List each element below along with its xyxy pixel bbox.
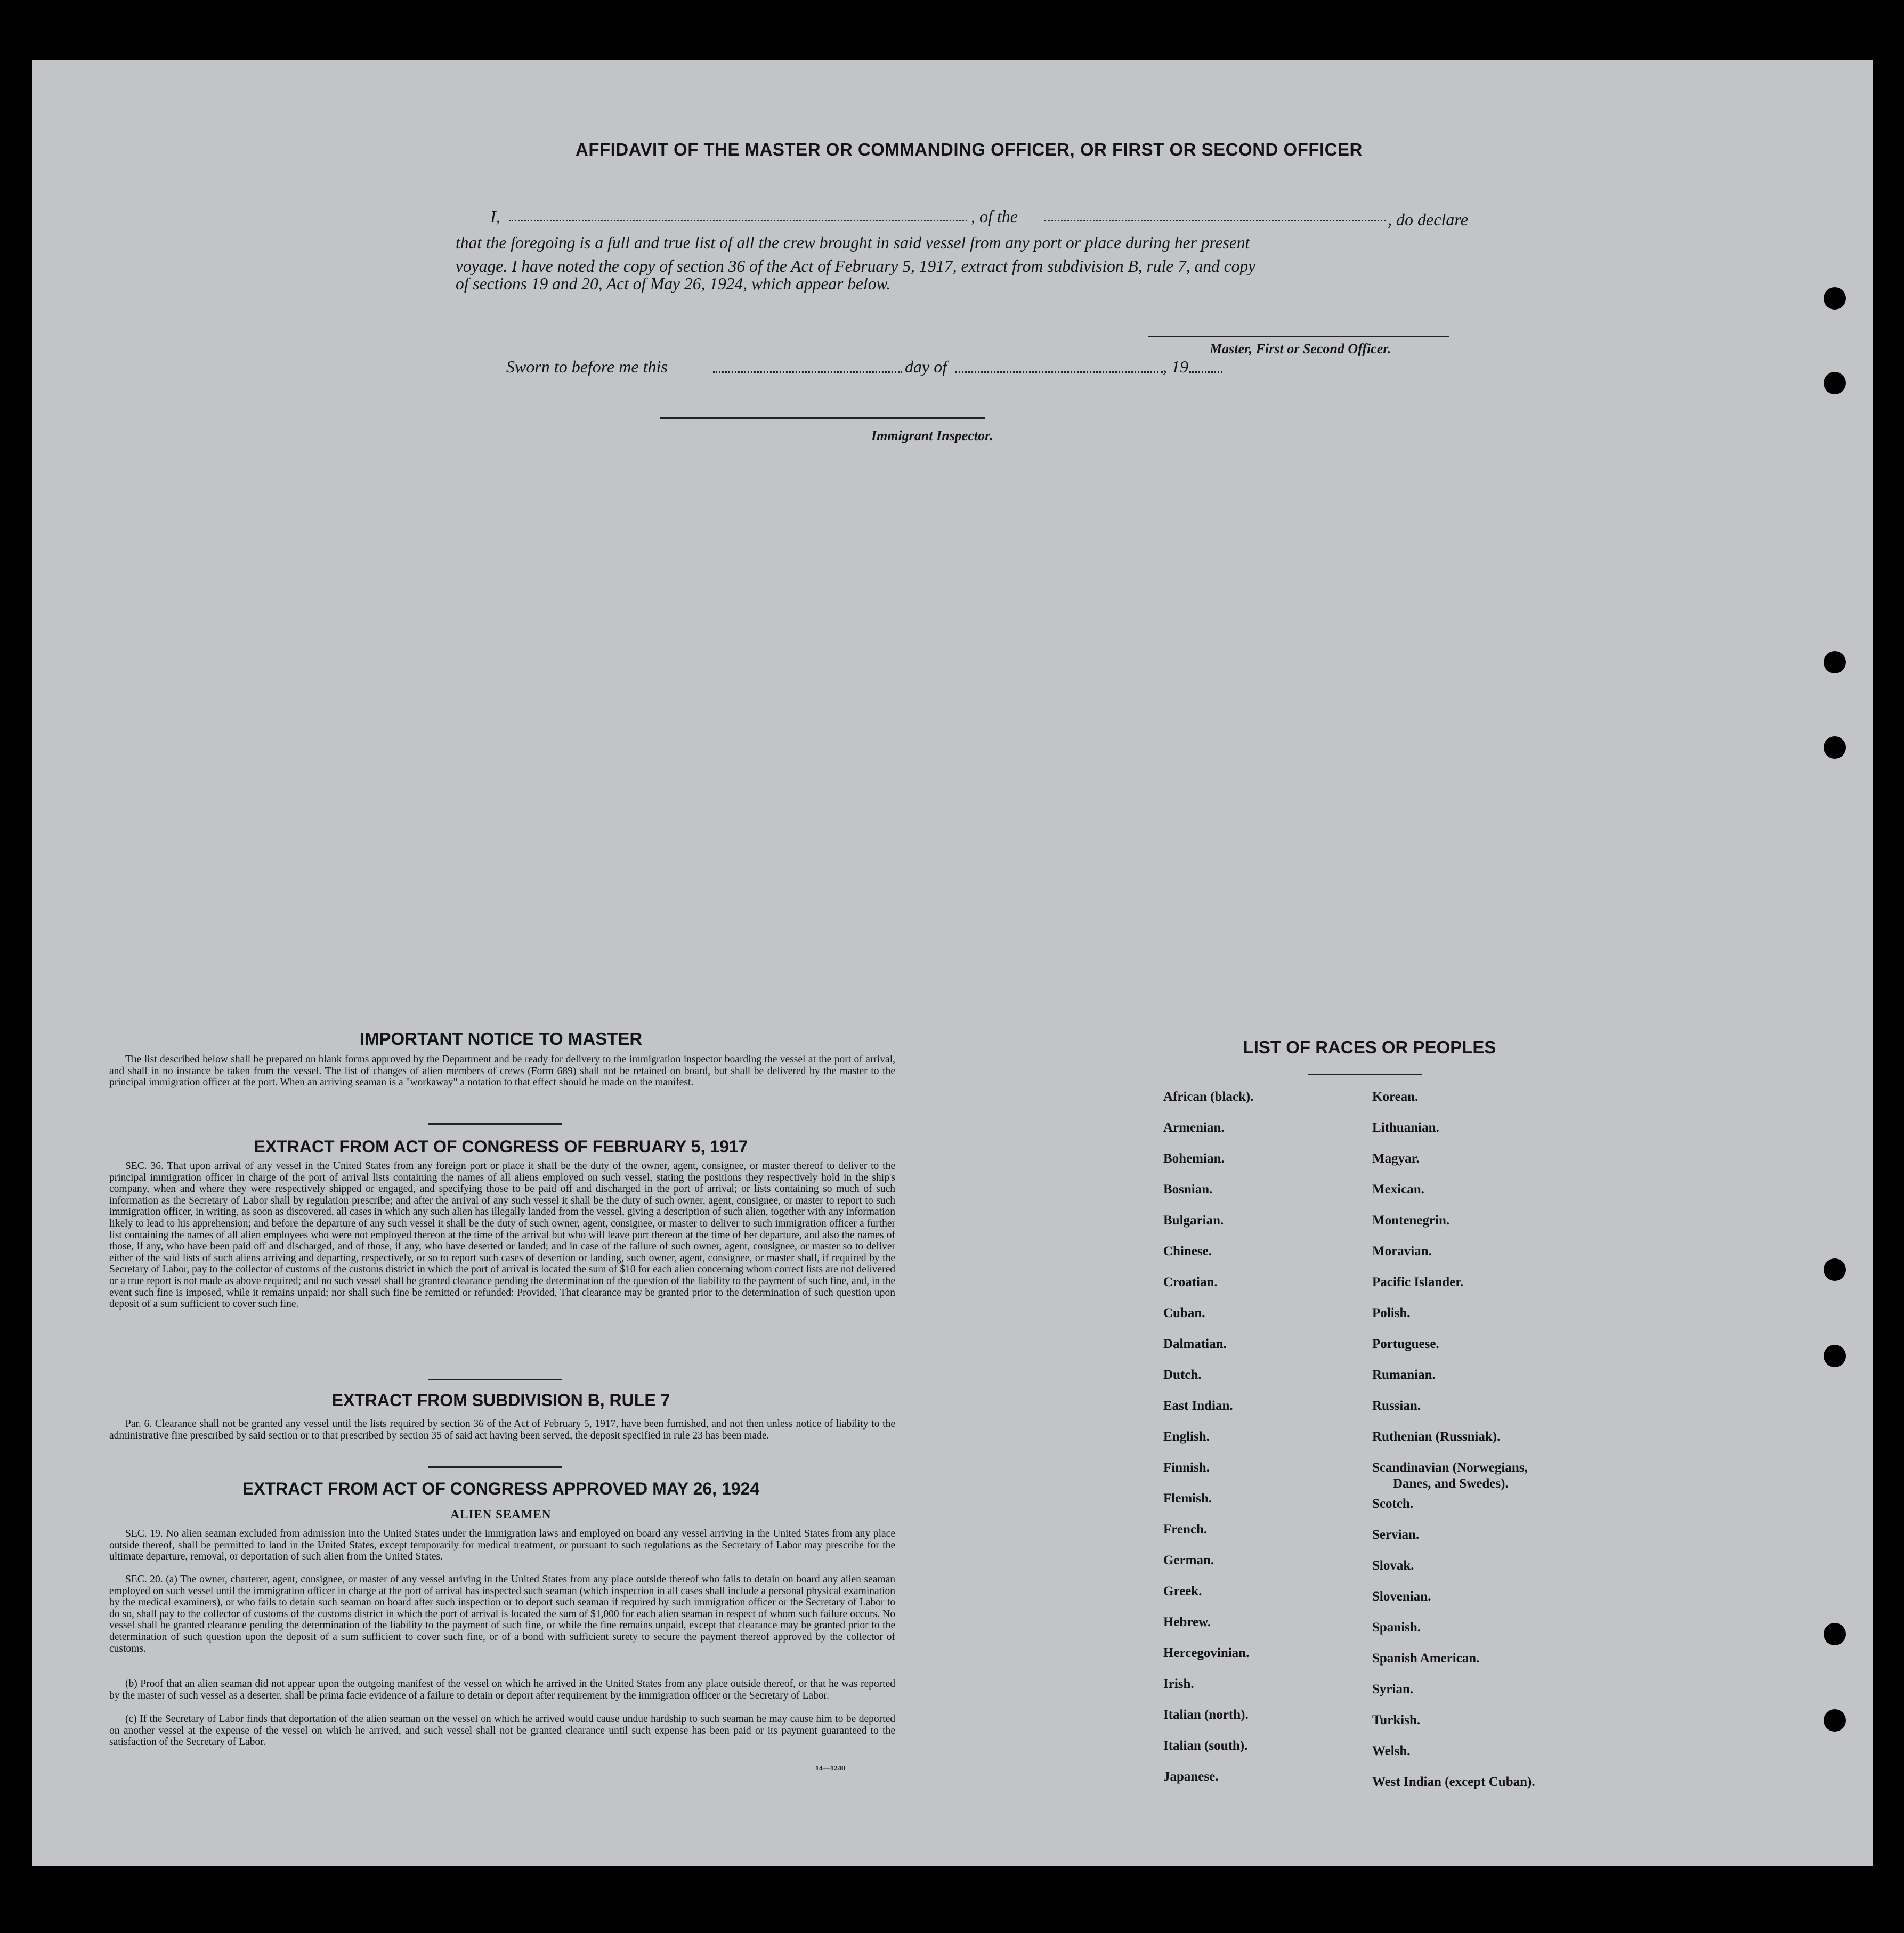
race-item: Spanish.	[1372, 1620, 1421, 1635]
rule7-text: Par. 6. Clearance shall not be granted any vessel until the lists required by section 36 of the Act of February 5, 1917, have been furnished, and not then unless notice of liability to the administrative fine prescribed by said section or to that prescribed by section 35 of said act having been served, the deposit specified in rule 23 has been made.	[109, 1418, 895, 1441]
race-item: Croatian.	[1163, 1275, 1218, 1289]
notice-title: IMPORTANT NOTICE TO MASTER	[359, 1029, 643, 1049]
sec20b-text: (b) Proof that an alien seaman did not appear upon the outgoing manifest of the vessel on which he arrived in the United States from any place outside thereof, or that he was reported by the master of such vessel as a deserter, shall be prima facie evidence of a failure to detain or deport after requirement by the immigration officer or the Secretary of Labor.	[109, 1678, 895, 1701]
sworn-year-blank[interactable]	[1189, 371, 1222, 373]
race-item: West Indian (except Cuban).	[1372, 1775, 1535, 1789]
race-item: Montenegrin.	[1372, 1213, 1450, 1228]
race-item: Scotch.	[1372, 1497, 1414, 1511]
punch-hole	[1824, 1258, 1846, 1281]
sec20c-text: (c) If the Secretary of Labor finds that deportation of the alien seaman on the vessel on which he arrived would cause undue hardship to such seaman he may cause him to be deported on another vessel at the expense of the vessel on which he arrived, and such vessel shall not be granted clearance until such expense has been paid or its payment guaranteed to the satisfaction of the Secretary of Labor.	[109, 1713, 895, 1748]
year-label: , 19	[1163, 357, 1188, 376]
race-item: Flemish.	[1163, 1491, 1212, 1506]
notice-text: The list described below shall be prepared on blank forms approved by the Department and be ready for delivery to the immigration inspector boarding the vessel at the port of arrival, and shall in no instance be taken from the vessel. The list of changes of alien members of crews (Form 689) shall not be retained on board, but shall be delivered by the master to the principal immigration officer at the port. When an arriving seaman is a "workaway" a notation to that effect should be made on the manifest.	[109, 1054, 895, 1089]
race-item: Dutch.	[1163, 1368, 1202, 1382]
name-blank[interactable]	[509, 220, 967, 221]
race-item: Turkish.	[1372, 1713, 1421, 1727]
day-of-label: day of	[905, 357, 947, 376]
race-item: Scandinavian (Norwegians,	[1372, 1460, 1528, 1475]
punch-hole	[1824, 1709, 1846, 1732]
extract-1917-title: EXTRACT FROM ACT OF CONGRESS OF FEBRUARY 5, 1917	[254, 1137, 748, 1156]
race-item: Pacific Islander.	[1372, 1275, 1464, 1289]
punch-hole	[1824, 1623, 1846, 1645]
race-item: Cuban.	[1163, 1306, 1205, 1320]
race-item: French.	[1163, 1522, 1208, 1537]
race-item: Lithuanian.	[1372, 1120, 1439, 1135]
master-signature-line[interactable]	[1148, 336, 1449, 337]
race-item: Rumanian.	[1372, 1368, 1436, 1382]
race-item: Irish.	[1163, 1677, 1194, 1691]
affidavit-of-the: , of the	[971, 207, 1018, 226]
race-item: Finnish.	[1163, 1460, 1210, 1475]
race-item: Italian (north).	[1163, 1708, 1249, 1722]
races-title: LIST OF RACES OR PEOPLES	[1243, 1037, 1496, 1057]
race-item: Ruthenian (Russniak).	[1372, 1430, 1501, 1444]
race-item: English.	[1163, 1430, 1210, 1444]
separator	[428, 1466, 562, 1468]
sec19-text: SEC. 19. No alien seaman excluded from admission into the United States under the immigration laws and employed on board any vessel arriving in the United States from any place outside thereof, shall be permitted to land in the United States, except temporarily for medical treatment, or pursuant to such regulations as the Secretary of Labor may prescribe for the ultimate departure, removal, or deportation of such alien from the United States.	[109, 1528, 895, 1563]
extract-1917-text: SEC. 36. That upon arrival of any vessel in the United States from any foreign port or place it shall be the duty of the owner, agent, consignee, or master thereof to deliver to the principal immigration officer in charge of the port of arrival lists containing the names of all aliens employed on such vessel, stating the positions they respectively hold in the ship's company, when and where they were respectively shipped or engaged, and specifying those to be paid off and discharged in the port of arrival; or lists containing so much of such information as the Secretary of Labor shall by regulation prescribe; and after the arrival of any such vessel it shall be the duty of such owner, agent, consignee, or master to report to such immigration officer, in writing, as soon as discovered, all cases in which any such alien has illegally landed from the vessel, giving a description of such alien, together with any information likely to lead to his apprehension; and before the departure of any such vessel it shall be the duty of such owner, agent, consignee, or master to deliver to such immigration officer a further list containing the names of all alien employees who were not employed thereon at the time of the arrival but who will leave port thereon at the time of her departure, and also the names of those, if any, who have been paid off and discharged, and of those, if any, who have deserted or landed; and in case of the failure of such owner, agent, consignee, or master so to deliver either of the said lists of such aliens arriving and departing, respectively, or so to report such cases of desertion or landing, such owner, agent, consignee, or master shall, if required by the Secretary of Labor, pay to the collector of customs of the customs district in which the port of arrival is located the sum of $10 for each alien concerning whom correct lists are not delivered or a true report is not made as above required; and no such vessel shall be granted clearance pending the determination of the question of the liability to the payment of such fine, and, in the event such fine is imposed, while it remains unpaid; nor shall such fine be remitted or refunded: Provided, That clearance may be granted prior to the determination of such question upon deposit of a sum sufficient to cover such fine.	[109, 1160, 895, 1310]
affidavit-title: AFFIDAVIT OF THE MASTER OR COMMANDING OFFICER, OR FIRST OR SECOND OFFICER	[576, 140, 1363, 159]
race-item: Syrian.	[1372, 1682, 1414, 1696]
punch-hole	[1824, 287, 1846, 310]
sworn-label: Sworn to before me this	[506, 357, 668, 376]
punch-hole	[1824, 736, 1846, 759]
affidavit-line-2: voyage. I have noted the copy of section 36 of the Act of February 5, 1917, extract from subdivision B, rule 7, and copy	[456, 257, 1256, 275]
race-item: Armenian.	[1163, 1120, 1225, 1135]
alien-seamen-subtitle: ALIEN SEAMEN	[450, 1508, 552, 1521]
form-number: 14—1240	[815, 1765, 845, 1773]
inspector-signature-line[interactable]	[660, 417, 985, 419]
race-item: Servian.	[1372, 1528, 1420, 1542]
race-item: Spanish American.	[1372, 1651, 1480, 1666]
inspector-signature-label: Immigrant Inspector.	[871, 428, 993, 443]
affidavit-line-1: that the foregoing is a full and true list of all the crew brought in said vessel from any port or place during her present	[456, 233, 1250, 252]
race-item: Mexican.	[1372, 1182, 1424, 1197]
master-signature-label: Master, First or Second Officer.	[1210, 341, 1391, 356]
affidavit-i-label: I,	[490, 207, 500, 226]
race-item: Portuguese.	[1372, 1337, 1439, 1351]
race-item: Korean.	[1372, 1090, 1419, 1104]
race-item: Russian.	[1372, 1399, 1421, 1413]
race-item: Hercegovinian.	[1163, 1646, 1250, 1660]
race-item: Greek.	[1163, 1584, 1202, 1598]
sec20a-text: SEC. 20. (a) The owner, charterer, agent, consignee, or master of any vessel arriving in the United States from any place outside thereof who fails to detain on board any alien seaman employed on such vessel until the immigration officer in charge at the port of arrival has inspected such seaman (which inspection in all cases shall include a personal physical examination by the medical examiners), or who fails to detain such seaman on board after such inspection or to deport such seaman if required by such immigration officer or the Secretary of Labor to do so, shall pay to the collector of customs of the customs district in which the port of arrival is located the sum of $1,000 for each alien seaman in respect of whom such failure occurs. No vessel shall be granted clearance pending the determination of the liability to the payment of such fine, or while the fine remains unpaid, except that clearance may be granted prior to the determination of such question upon the deposit of a sum sufficient to cover such fine, or of a bond with sufficient surety to secure the payment thereof approved by the collector of customs.	[109, 1574, 895, 1654]
race-item: German.	[1163, 1553, 1214, 1567]
race-item: Bulgarian.	[1163, 1213, 1224, 1228]
race-item: Moravian.	[1372, 1244, 1432, 1258]
sworn-month-blank[interactable]	[955, 371, 1163, 373]
separator	[1308, 1074, 1422, 1075]
affidavit-line-3: of sections 19 and 20, Act of May 26, 1924, which appear below.	[456, 274, 891, 293]
punch-hole	[1824, 651, 1846, 673]
race-item: African (black).	[1163, 1090, 1254, 1104]
separator	[428, 1379, 562, 1380]
vessel-blank[interactable]	[1044, 220, 1386, 221]
race-item: Danes, and Swedes).	[1393, 1476, 1509, 1491]
separator	[428, 1123, 562, 1125]
race-item: Chinese.	[1163, 1244, 1212, 1258]
punch-hole	[1824, 372, 1846, 394]
race-item: Dalmatian.	[1163, 1337, 1227, 1351]
race-item: Polish.	[1372, 1306, 1411, 1320]
race-item: Italian (south).	[1163, 1739, 1248, 1753]
rule7-title: EXTRACT FROM SUBDIVISION B, RULE 7	[331, 1391, 670, 1410]
affidavit-do-declare: , do declare	[1388, 210, 1468, 229]
race-item: Welsh.	[1372, 1744, 1411, 1758]
punch-hole	[1824, 1345, 1846, 1367]
race-item: Japanese.	[1163, 1769, 1219, 1784]
extract-1924-title: EXTRACT FROM ACT OF CONGRESS APPROVED MAY 26, 1924	[242, 1479, 760, 1498]
race-item: Hebrew.	[1163, 1615, 1211, 1629]
sworn-day-blank[interactable]	[713, 371, 902, 373]
race-item: East Indian.	[1163, 1399, 1233, 1413]
race-item: Slovak.	[1372, 1558, 1414, 1573]
race-item: Slovenian.	[1372, 1589, 1431, 1604]
race-item: Bohemian.	[1163, 1151, 1225, 1166]
race-item: Bosnian.	[1163, 1182, 1213, 1197]
race-item: Magyar.	[1372, 1151, 1420, 1166]
